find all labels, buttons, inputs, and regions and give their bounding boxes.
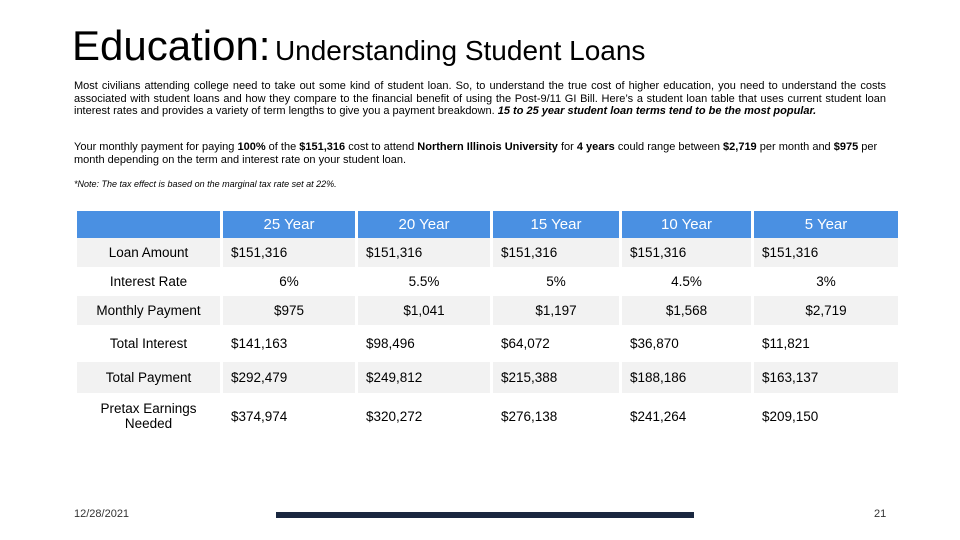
intro-emphasis: 15 to 25 year student loan terms tend to be the most popular. bbox=[497, 105, 817, 117]
para2-text-2: of the bbox=[265, 141, 300, 153]
para2-text-5: could range between bbox=[614, 141, 724, 153]
header-cell: 15 Year bbox=[493, 211, 619, 238]
table-row bbox=[77, 393, 898, 439]
para2-text-3: cost to attend bbox=[345, 141, 418, 153]
para2-bold-5: $2,719 bbox=[723, 141, 757, 153]
table-cell: $141,163 bbox=[231, 336, 288, 351]
table-cell: $292,479 bbox=[223, 362, 355, 393]
row-label: Interest Rate bbox=[109, 274, 188, 289]
table-cell: $374,974 bbox=[231, 408, 288, 424]
table-cell: 3% bbox=[816, 274, 836, 289]
student-loan-table bbox=[74, 211, 901, 439]
para2-bold-3: Northern Illinois University bbox=[417, 141, 558, 153]
page-number: 21 bbox=[874, 508, 887, 520]
intro-paragraph bbox=[74, 80, 886, 118]
table-row bbox=[77, 296, 898, 325]
payment-paragraph bbox=[74, 141, 886, 167]
title-sub: Understanding Student Loans bbox=[274, 35, 646, 66]
table-cell: 5.5% bbox=[408, 274, 440, 289]
row-label: Total Interest bbox=[109, 336, 188, 351]
table-cell: $151,316 bbox=[358, 238, 490, 267]
header-cell: 20 Year bbox=[358, 211, 490, 238]
row-label: Total Payment bbox=[77, 362, 220, 393]
table-row bbox=[77, 362, 898, 393]
table-cell: $151,316 bbox=[754, 238, 898, 267]
table-cell: $151,316 bbox=[493, 238, 619, 267]
header-cell: 10 Year bbox=[622, 211, 751, 238]
header-cell: 5 Year bbox=[754, 211, 898, 238]
table-cell: $276,138 bbox=[501, 408, 558, 424]
footer-date: 12/28/2021 bbox=[74, 508, 130, 520]
slide-title bbox=[72, 22, 645, 70]
table-cell: $1,041 bbox=[358, 296, 490, 325]
table-cell: $36,870 bbox=[630, 336, 679, 351]
header-cell: 25 Year bbox=[223, 211, 355, 238]
table-cell: $2,719 bbox=[754, 296, 898, 325]
table-row bbox=[77, 267, 898, 296]
table-header-row bbox=[77, 211, 898, 238]
table-cell: 4.5% bbox=[671, 274, 702, 289]
table-cell: $64,072 bbox=[501, 336, 550, 351]
table-row bbox=[77, 325, 898, 362]
table-cell: $975 bbox=[223, 296, 355, 325]
para2-bold-1: 100% bbox=[237, 141, 266, 153]
table-cell: $241,264 bbox=[630, 408, 687, 424]
table-cell: $215,388 bbox=[493, 362, 619, 393]
para2-text-7: per month depending on the term and interest rate on your student loan. bbox=[74, 141, 878, 166]
title-main: Education: bbox=[72, 22, 271, 69]
table-cell: 5% bbox=[546, 274, 566, 289]
table-row bbox=[77, 238, 898, 267]
intro-text: Most civilians attending college need to take out some kind of student loan. So, to understand the true cost of higher education, you need to understand the costs associated with student loans and how they compare to the financial benefit of using the Post-9/11 GI Bill. Here’s a student loan table that uses current student loan interest rates and provides a variety of term lengths to give you a payment breakdown. bbox=[74, 80, 886, 117]
para2-bold-6: $975 bbox=[833, 141, 859, 153]
header-cell bbox=[77, 211, 220, 238]
footer-bar bbox=[276, 512, 694, 518]
para2-text-4: for bbox=[557, 141, 577, 153]
table-cell: $249,812 bbox=[358, 362, 490, 393]
table-cell: $98,496 bbox=[366, 336, 415, 351]
table-cell: $11,821 bbox=[762, 336, 810, 351]
table-cell: $151,316 bbox=[622, 238, 751, 267]
table-cell: $188,186 bbox=[622, 362, 751, 393]
para2-text-6: per month and bbox=[756, 141, 834, 153]
para2-bold-2: $151,316 bbox=[299, 141, 346, 153]
tax-note: *Note: The tax effect is based on the marginal tax rate set at 22%. bbox=[74, 179, 337, 189]
table-cell: $1,197 bbox=[493, 296, 619, 325]
table-cell: $151,316 bbox=[223, 238, 355, 267]
table-cell: $209,150 bbox=[762, 408, 819, 424]
row-label: Loan Amount bbox=[77, 238, 220, 267]
table-cell: 6% bbox=[279, 274, 299, 289]
row-label: Pretax Earnings Needed bbox=[100, 401, 197, 431]
table-cell: $1,568 bbox=[622, 296, 751, 325]
table-cell: $163,137 bbox=[754, 362, 898, 393]
table-cell: $320,272 bbox=[366, 408, 423, 424]
row-label: Monthly Payment bbox=[77, 296, 220, 325]
para2-bold-4: 4 years bbox=[576, 141, 615, 153]
para2-text-1: Your monthly payment for paying bbox=[74, 141, 238, 153]
